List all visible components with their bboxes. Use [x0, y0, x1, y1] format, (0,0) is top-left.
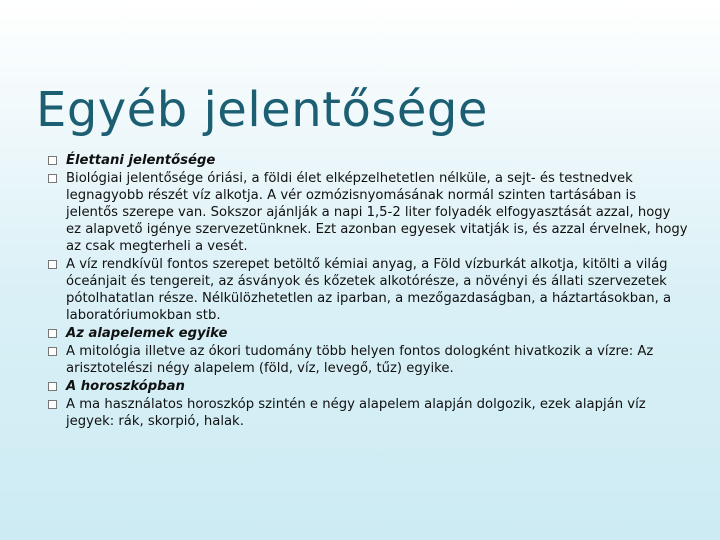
list-item-text: Élettani jelentősége — [66, 153, 216, 168]
bullet-list — [48, 152, 688, 431]
list-item — [48, 396, 688, 430]
square-bullet-icon — [48, 329, 57, 338]
square-bullet-icon — [48, 400, 57, 409]
list-item — [48, 152, 688, 169]
list-item-text: A horoszkópban — [66, 379, 185, 394]
list-item — [48, 343, 688, 377]
square-bullet-icon — [48, 156, 57, 165]
square-bullet-icon — [48, 347, 57, 356]
list-item — [48, 170, 688, 255]
slide-title: Egyéb jelentősége — [36, 82, 488, 138]
square-bullet-icon — [48, 174, 57, 183]
square-bullet-icon — [48, 260, 57, 269]
list-item-text: A víz rendkívül fontos szerepet betöltő kémiai anyag, a Föld vízburkát alkotja, kitölti a világ óceánjait és tengereit, az ásványok és kőzetek alkotórésze, a növényi és állati szervezetek pótolhatatlan része. Nélkülözhetetlen az iparban, a mezőgazdaságban, a háztartásokban, a laboratóriumokban stb. — [66, 257, 672, 323]
list-item — [48, 256, 688, 324]
list-item-text: Biológiai jelentősége óriási, a földi élet elképzelhetetlen nélküle, a sejt- és testnedvek legnagyobb részét víz alkotja. A vér ozmózisnyomásának normál szinten tartásában is jelentős szerepe van. Sokszor ajánlják a napi 1,5-2 liter folyadék elfogyasztását azzal, hogy ez alapvető igénye szervezetünknek. Ezt azonban egyesek vitatják is, és azzal érvelnek, hogy az csak megterheli a vesét. — [66, 171, 688, 254]
list-item-text: A ma használatos horoszkóp szintén e négy alapelem alapján dolgozik, ezek alapján víz jegyek: rák, skorpió, halak. — [66, 397, 646, 429]
list-item — [48, 378, 688, 395]
list-item-text: A mitológia illetve az ókori tudomány több helyen fontos dologként hivatkozik a vízre: Az arisztotelészi négy alapelem (föld, víz, levegő, tűz) egyike. — [66, 344, 654, 376]
list-item — [48, 325, 688, 342]
square-bullet-icon — [48, 382, 57, 391]
list-item-text: Az alapelemek egyike — [66, 326, 228, 341]
